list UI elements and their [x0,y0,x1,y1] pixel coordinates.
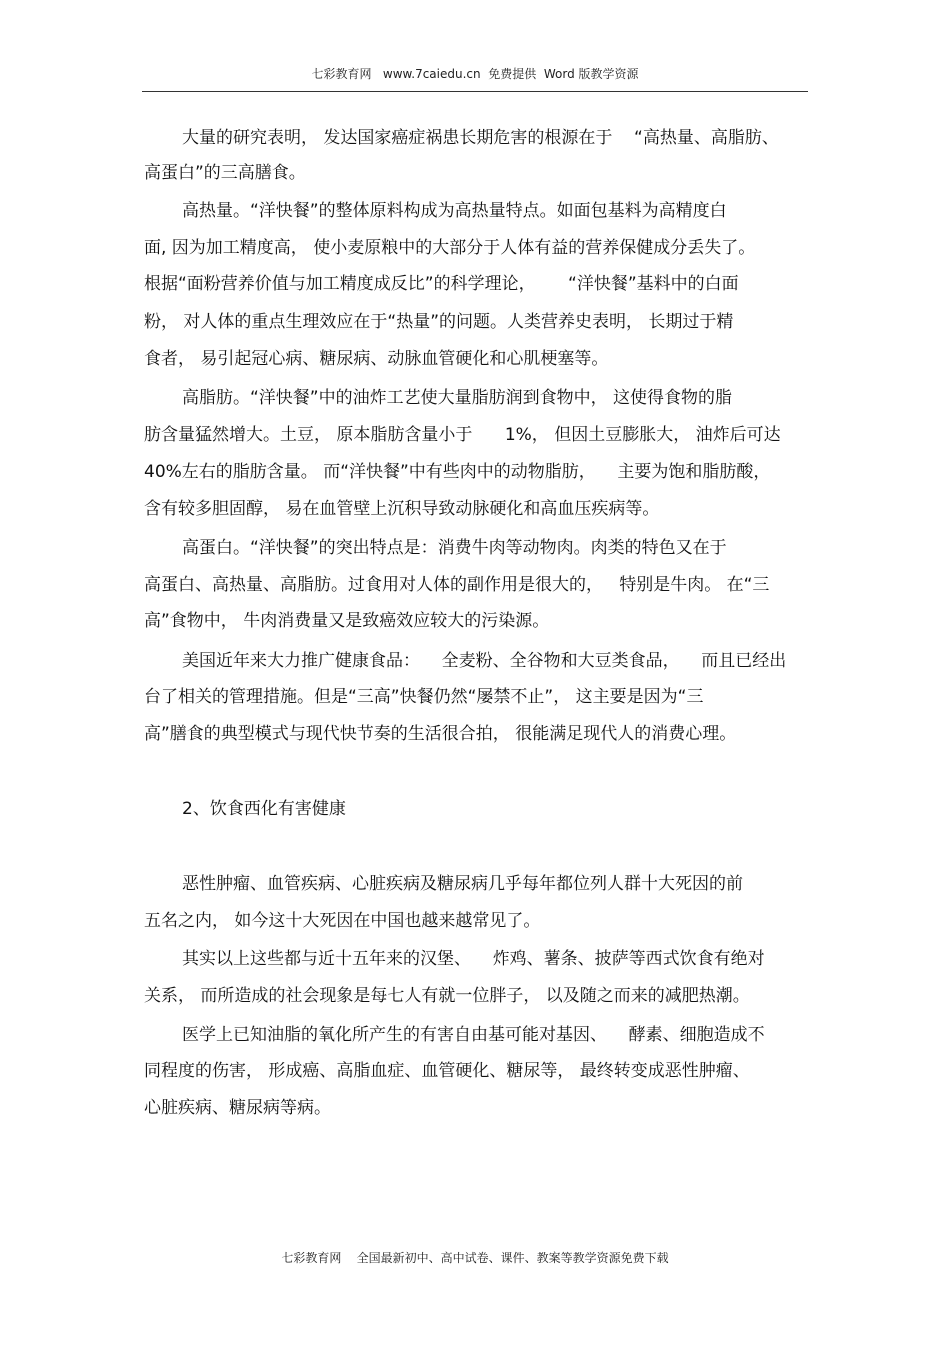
paragraph-line: 医学上已知油脂的氧化所产生的有害自由基可能对基因、 酵素、细胞造成不 [182,1025,765,1045]
paragraph-line: 面, 因为加工精度高， 使小麦原粮中的大部分于人体有益的营养保健成分丢失了。 [144,238,756,258]
paragraph-line: 高热量。“洋快餐”的整体原料构成为高热量特点。如面包基料为高精度白 [182,201,727,221]
paragraph-line: 肪含量猛然增大。土豆， 原本脂肪含量小于 1%， 但因土豆膨胀大， 油炸后可达 [144,425,781,445]
paragraph-line: 美国近年来大力推广健康食品： 全麦粉、全谷物和大豆类食品， 而且已经出 [182,651,787,671]
paragraph-line: 高脂肪。“洋快餐”中的油炸工艺使大量脂肪润到食物中， 这使得食物的脂 [182,388,733,408]
paragraph-line: 含有较多胆固醇， 易在血管壁上沉积导致动脉硬化和高血压疾病等。 [144,499,660,519]
header-divider [142,91,808,92]
paragraph-line: 食者， 易引起冠心病、糖尿病、动脉血管硬化和心肌梗塞等。 [144,349,609,369]
paragraph-line: 根据“面粉营养价值与加工精度成反比”的科学理论， “洋快餐”基料中的白面 [144,274,739,294]
page-header: 七彩教育网 www.7caiedu.cn 免费提供 Word 版教学资源 [311,67,639,81]
paragraph-line: 恶性肿瘤、血管疾病、心脏疾病及糖尿病几乎每年都位列人群十大死因的前 [182,874,743,894]
paragraph-line: 高”膳食的典型模式与现代快节奏的生活很合拍， 很能满足现代人的消费心理。 [144,724,737,744]
paragraph-line: 高蛋白、高热量、高脂肪。过食用对人体的副作用是很大的， 特别是牛肉。 在“三 [144,575,770,595]
paragraph-line: 粉， 对人体的重点生理效应在于“热量”的问题。人类营养史表明， 长期过于精 [144,312,734,332]
paragraph-line: 同程度的伤害， 形成癌、高脂血症、血管硬化、糖尿等， 最终转变成恶性肿瘤、 [144,1061,750,1081]
paragraph-line: 高蛋白。“洋快餐”的突出特点是：消费牛肉等动物肉。肉类的特色又在于 [182,538,727,558]
section-heading: 2、饮食西化有害健康 [182,799,346,819]
paragraph-line: 心脏疾病、糖尿病等病。 [144,1098,331,1118]
paragraph-line: 高”食物中， 牛肉消费量又是致癌效应较大的污染源。 [144,611,550,631]
paragraph-line: 五名之内， 如今这十大死因在中国也越来越常见了。 [144,911,541,931]
paragraph-line: 高蛋白”的三高膳食。 [144,163,306,183]
paragraph-line: 其实以上这些都与近十五年来的汉堡、 炸鸡、薯条、披萨等西式饮食有绝对 [182,949,765,969]
paragraph-line: 40%左右的脂肪含量。 而“洋快餐”中有些肉中的动物脂肪， 主要为饱和脂肪酸， [144,462,771,482]
paragraph-line: 大量的研究表明， 发达国家癌症祸患长期危害的根源在于 “高热量、高脂肪、 [182,128,779,148]
page-footer: 七彩教育网 全国最新初中、高中试卷、课件、教案等教学资源免费下载 [281,1251,669,1265]
paragraph-line: 台了相关的管理措施。但是“三高”快餐仍然“屡禁不止”， 这主要是因为“三 [144,687,704,707]
paragraph-line: 关系， 而所造成的社会现象是每七人有就一位胖子， 以及随之而来的减肥热潮。 [144,986,750,1006]
